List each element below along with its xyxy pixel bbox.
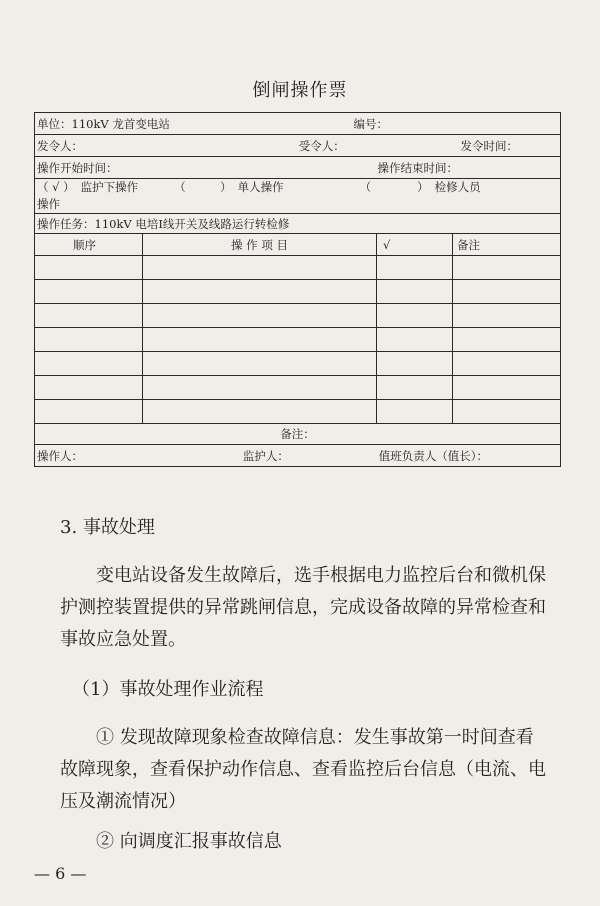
supervisor-label: 监护人： [242,448,289,463]
shift-leader-label: 值班负责人（值长）： [378,448,488,463]
table-row [35,376,561,400]
col-check-header: √ [377,234,453,256]
operation-ticket-table [34,112,561,467]
table-row [35,256,561,280]
end-time-label: 操作结束时间： [377,160,459,175]
form-title: 倒闸操作票 [252,80,348,101]
mode-maintenance-label: 检修人员 [434,180,481,194]
task-label: 操作任务：110kV 电培Ⅰ线开关及线路运行转检修 [35,214,561,234]
issuer-row [35,135,561,157]
col-remark-header: 备注 [453,234,561,256]
step-1: ① 发现故障现象检查故障信息：发生事故第一时间查看故障现象，查看保护动作信息、查看监控后台信息（电流、电压及潮流情况） [60,727,546,812]
header-row [35,234,561,256]
operator-label: 操作人： [37,448,83,463]
unit-row [35,113,561,135]
mode-supervised-check[interactable]: （ √ ） [37,180,75,194]
mode-maintenance-check[interactable]: （ ） [359,180,429,194]
remarks-label: 备注： [35,424,561,445]
table-row [35,280,561,304]
issue-time-label: 发令时间： [460,138,518,153]
step-2: ② 向调度汇报事故信息 [96,831,282,852]
table-row [35,304,561,328]
task-row [35,214,561,234]
number-label: 编号： [353,116,389,131]
table-row [35,400,561,424]
remarks-row [35,424,561,445]
section-heading: 3. 事故处理 [60,517,155,538]
mode-single-label: 单人操作 [237,180,284,194]
mode-supervised-label: 监护下操作 [80,180,139,194]
table-row [35,352,561,376]
unit-label: 单位：110kV 龙首变电站 [37,116,170,131]
start-time-label: 操作开始时间： [37,160,118,175]
time-row [35,157,561,179]
page-number: — 6 — [34,864,87,883]
table-row [35,328,561,352]
signature-row [35,445,561,467]
col-order-header: 顺序 [35,234,143,256]
subheading-workflow: （1）事故处理作业流程 [72,679,264,700]
mode-row [35,179,561,214]
mode-maintenance-label-cont: 操作 [37,197,60,211]
paragraph-intro: 变电站设备发生故障后，选手根据电力监控后台和微机保护测控装置提供的异常跳闸信息，完成设备故障的异常检查和事故应急处置。 [60,565,546,650]
receiver-label: 受令人： [298,138,345,153]
issuer-label: 发令人： [37,138,83,153]
mode-single-check[interactable]: （ ） [174,180,232,194]
col-item-header: 操 作 项 目 [143,234,377,256]
